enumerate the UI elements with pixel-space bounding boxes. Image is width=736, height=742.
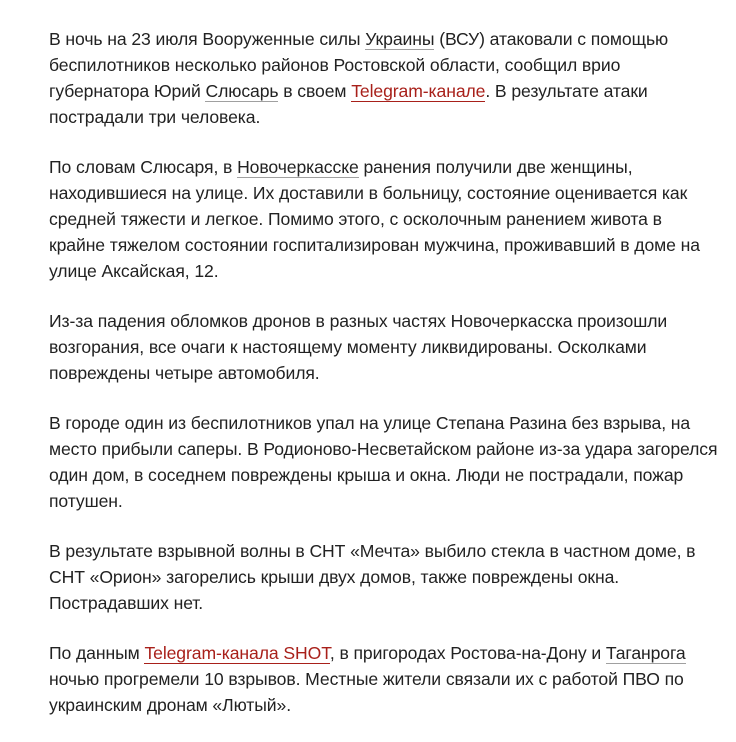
link-slyusar[interactable]: Слюсарь [205,81,279,101]
paragraph-2-text-b: ранения получили две женщины, находившиеся на улице. Их доставили в больницу, состояние оценивается как средней тяжести и легкое. Помимо этого, с осколочным ранением живота в крайне тяжелом состоянии госпитализирован мужчина, проживавший в доме на улице Аксайская, 12. [49,157,700,281]
paragraph-2-text-a: По словам Слюсаря, в [49,157,238,177]
paragraph-6-text-a: По данным [49,643,145,663]
link-telegram-shot[interactable]: Telegram-канала SHOT [144,643,330,663]
paragraph-1-text-b: (ВСУ) атаковали с помощью беспилотников несколько районов Ростовской области, сообщил врио губернатора Юрий [49,29,669,101]
link-ukraine[interactable]: Украины [365,29,435,49]
paragraph-1-text-a: В ночь на 23 июля Вооруженные силы [49,29,366,49]
paragraph-5: В результате взрывной волны в СНТ «Мечта» выбило стекла в частном доме, в СНТ «Орион» загорелись крыши двух домов, также повреждены окна. Пострадавших нет. [49,541,696,613]
paragraph-1 [49,26,721,130]
paragraph-4: В городе один из беспилотников упал на улице Степана Разина без взрыва, на место прибыли саперы. В Родионово-Несветайском районе из-за удара загорелся один дом, в соседнем повреждены крыша и окна. Люди не пострадали, пожар потушен. [49,413,718,511]
link-taganrog[interactable]: Таганрога [605,643,686,663]
link-novocherkassk[interactable]: Новочеркасске [237,157,359,177]
paragraph-2 [49,154,721,284]
paragraph-1-text-c: в своем [278,81,352,101]
paragraph-6-text-b: , в пригородах Ростова-на-Дону и [329,643,606,663]
link-telegram-channel[interactable]: Telegram-канале [351,81,486,101]
paragraph-1-text-d: . В результате атаки пострадали три человека. [49,81,648,127]
paragraph-6 [49,640,721,718]
paragraph-3: Из-за падения обломков дронов в разных частях Новочеркасска произошли возгорания, все очаги к настоящему моменту ликвидированы. Осколками повреждены четыре автомобиля. [49,311,668,383]
article-body [49,26,721,742]
paragraph-6-text-c: ночью прогремели 10 взрывов. Местные жители связали их с работой ПВО по украинским дронам «Лютый». [49,669,684,715]
